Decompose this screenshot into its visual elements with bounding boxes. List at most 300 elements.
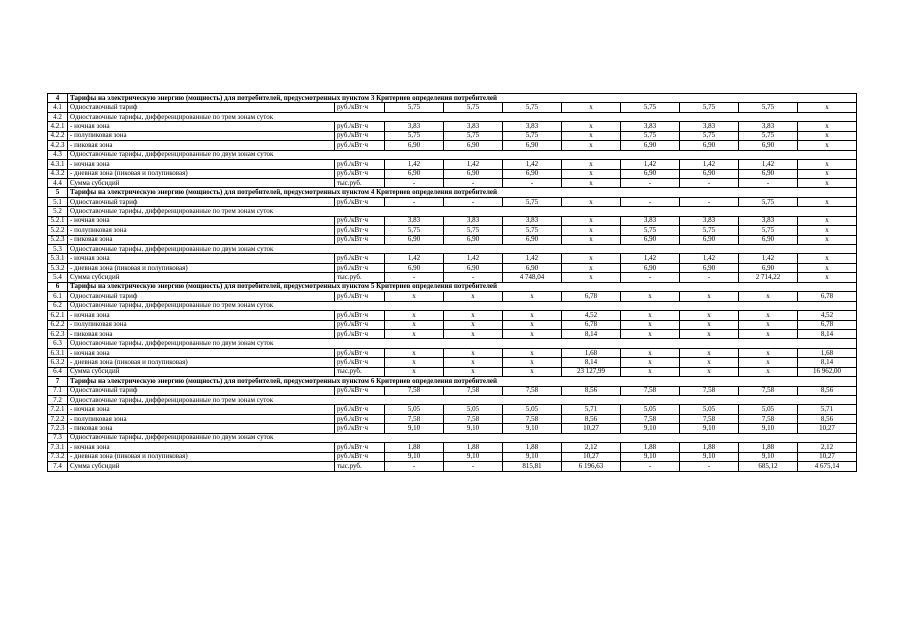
row-number: 7.3 [48,433,68,442]
table-row [48,160,857,169]
value-cell: x [739,329,798,338]
table-row [48,424,857,433]
value-cell: - [621,462,680,471]
value-cell: 1,42 [621,254,680,263]
value-cell: 7,58 [621,386,680,395]
value-cell: 7,58 [680,386,739,395]
value-cell: - [385,197,444,206]
value-cell: x [562,226,621,235]
row-number: 5.1 [48,197,68,206]
row-name: Сумма субсидий [68,462,335,471]
row-unit: руб./кВт·ч [335,263,385,272]
row-number: 4.2 [48,112,68,121]
value-cell: - [739,178,798,187]
value-cell: x [798,216,857,225]
value-cell: - [444,462,503,471]
table-row [48,414,857,423]
value-cell: x [798,254,857,263]
value-cell: 1,88 [385,443,444,452]
value-cell: 5,75 [680,103,739,112]
section-row [48,188,857,197]
row-name: - пиковая зона [68,329,335,338]
value-cell: x [444,329,503,338]
value-cell: 1,42 [444,160,503,169]
value-cell: x [385,367,444,376]
value-cell: 8,56 [798,414,857,423]
table-body [48,94,857,472]
row-unit: тыс.руб. [335,178,385,187]
value-cell: x [562,131,621,140]
value-cell: 2,12 [562,443,621,452]
subsection-title: Одноставочные тарифы, дифференцированные по трем зонам суток [68,301,857,310]
table-row [48,311,857,320]
row-number: 6.2.3 [48,329,68,338]
row-unit: руб./кВт·ч [335,414,385,423]
row-number: 4.2.2 [48,131,68,140]
value-cell: 9,10 [503,424,562,433]
section-title: Тарифы на электрическую энергию (мощность) для потребителей, предусмотренных пунктом 5 Критериев определения потребителей [68,282,857,291]
value-cell: x [385,329,444,338]
subsection-row [48,396,857,405]
value-cell: x [385,292,444,301]
value-cell: x [444,367,503,376]
table-row [48,329,857,338]
value-cell: x [385,311,444,320]
value-cell: 5,75 [621,226,680,235]
value-cell: 5,05 [621,405,680,414]
value-cell: - [444,197,503,206]
table-row [48,348,857,357]
value-cell: x [385,348,444,357]
subsection-row [48,207,857,216]
value-cell: x [680,292,739,301]
value-cell: 6 196,63 [562,462,621,471]
value-cell: x [680,311,739,320]
row-number: 7 [48,377,68,386]
subsection-title: Одноставочные тарифы, дифференцированные по двум зонам суток [68,433,857,442]
value-cell: 6,90 [739,141,798,150]
value-cell: - [621,273,680,282]
value-cell: 9,10 [621,424,680,433]
subsection-row [48,150,857,159]
value-cell: 3,83 [503,122,562,131]
value-cell: x [621,311,680,320]
value-cell: x [503,358,562,367]
value-cell: 1,42 [621,160,680,169]
row-name: - полупиковая зона [68,131,335,140]
row-number: 6.3.2 [48,358,68,367]
value-cell: 6,90 [444,263,503,272]
value-cell: 9,10 [385,452,444,461]
section-title: Тарифы на электрическую энергию (мощность) для потребителей, предусмотренных пунктом 4 Критериев определения потребителей [68,188,857,197]
value-cell: 7,58 [503,414,562,423]
value-cell: 3,83 [385,216,444,225]
subsection-title: Одноставочные тарифы, дифференцированные по трем зонам суток [68,112,857,121]
row-unit: тыс.руб. [335,367,385,376]
row-number: 4.2.3 [48,141,68,150]
row-number: 4.3.2 [48,169,68,178]
row-unit: руб./кВт·ч [335,452,385,461]
value-cell: x [798,178,857,187]
value-cell: 5,75 [444,131,503,140]
value-cell: x [621,320,680,329]
value-cell: 4,52 [798,311,857,320]
table-row [48,386,857,395]
value-cell: 1,42 [739,254,798,263]
value-cell: x [562,235,621,244]
value-cell: 4 748,04 [503,273,562,282]
row-number: 4.1 [48,103,68,112]
value-cell: 9,10 [680,424,739,433]
value-cell: x [562,178,621,187]
value-cell: x [503,367,562,376]
row-name: - полупиковая зона [68,320,335,329]
value-cell: 5,75 [739,131,798,140]
row-number: 7.3.1 [48,443,68,452]
row-unit: руб./кВт·ч [335,216,385,225]
value-cell: - [680,462,739,471]
table-row [48,405,857,414]
value-cell: 7,58 [680,414,739,423]
value-cell: 1,42 [503,254,562,263]
value-cell: 7,58 [739,386,798,395]
row-unit: руб./кВт·ч [335,292,385,301]
row-name: Одноставочный тариф [68,197,335,206]
value-cell: 3,83 [621,122,680,131]
row-name: - ночная зона [68,160,335,169]
row-name: - ночная зона [68,311,335,320]
value-cell: 5,05 [739,405,798,414]
section-row [48,94,857,103]
row-unit: руб./кВт·ч [335,160,385,169]
row-number: 6.4 [48,367,68,376]
value-cell: 3,83 [739,122,798,131]
value-cell: 6,90 [503,263,562,272]
value-cell: x [680,320,739,329]
value-cell: x [503,320,562,329]
value-cell: 8,14 [798,329,857,338]
value-cell: 6,90 [680,141,739,150]
value-cell: x [385,358,444,367]
value-cell: x [798,122,857,131]
value-cell: x [680,367,739,376]
value-cell: 10,27 [798,424,857,433]
table-row [48,178,857,187]
value-cell: 6,78 [562,320,621,329]
value-cell: x [798,226,857,235]
value-cell: x [562,216,621,225]
value-cell: 7,58 [444,414,503,423]
value-cell: 3,83 [444,216,503,225]
value-cell: 8,56 [562,414,621,423]
value-cell: 6,90 [444,235,503,244]
table-row [48,292,857,301]
value-cell: 5,05 [385,405,444,414]
row-number: 7.2 [48,396,68,405]
value-cell: 5,75 [385,226,444,235]
value-cell: x [739,320,798,329]
row-number: 4.2.1 [48,122,68,131]
row-name: Сумма субсидий [68,178,335,187]
value-cell: 6,78 [798,292,857,301]
value-cell: 1,42 [739,160,798,169]
row-name: Сумма субсидий [68,273,335,282]
table-row [48,273,857,282]
value-cell: 6,90 [739,235,798,244]
value-cell: x [562,169,621,178]
value-cell: 6,90 [680,263,739,272]
value-cell: 9,10 [444,424,503,433]
row-unit: руб./кВт·ч [335,235,385,244]
value-cell: 3,83 [385,122,444,131]
value-cell: 6,78 [798,320,857,329]
value-cell: x [739,311,798,320]
value-cell: x [562,197,621,206]
value-cell: 1,88 [739,443,798,452]
value-cell: x [444,348,503,357]
value-cell: x [798,169,857,178]
value-cell: 5,75 [739,226,798,235]
value-cell: 23 127,99 [562,367,621,376]
value-cell: 6,90 [444,141,503,150]
row-name: - пиковая зона [68,141,335,150]
row-unit: руб./кВт·ч [335,131,385,140]
value-cell: x [798,103,857,112]
value-cell: - [444,273,503,282]
row-unit: руб./кВт·ч [335,348,385,357]
value-cell: 1,42 [444,254,503,263]
table-row [48,358,857,367]
row-name: - ночная зона [68,216,335,225]
table-row [48,462,857,471]
row-name: - дневная зона (пиковая и полупиковая) [68,263,335,272]
value-cell: x [562,254,621,263]
value-cell: 815,81 [503,462,562,471]
value-cell: x [562,273,621,282]
row-unit: руб./кВт·ч [335,358,385,367]
value-cell: x [680,329,739,338]
value-cell: x [444,311,503,320]
value-cell: x [621,292,680,301]
value-cell: x [798,197,857,206]
value-cell: 2 714,22 [739,273,798,282]
row-unit: руб./кВт·ч [335,311,385,320]
value-cell: 5,75 [739,103,798,112]
value-cell: - [621,197,680,206]
subsection-title: Одноставочные тарифы, дифференцированные по двум зонам суток [68,245,857,254]
value-cell: x [680,358,739,367]
value-cell: 3,83 [680,216,739,225]
row-name: - ночная зона [68,443,335,452]
value-cell: - [621,178,680,187]
table-row [48,216,857,225]
row-number: 6.3 [48,339,68,348]
row-number: 4.3 [48,150,68,159]
subsection-row [48,301,857,310]
row-number: 5.2 [48,207,68,216]
row-name: Одноставочный тариф [68,103,335,112]
value-cell: 8,56 [798,386,857,395]
row-unit: руб./кВт·ч [335,254,385,263]
value-cell: x [444,320,503,329]
value-cell: 7,58 [739,414,798,423]
value-cell: 1,88 [444,443,503,452]
table-row [48,169,857,178]
value-cell: 3,83 [739,216,798,225]
value-cell: 5,75 [680,226,739,235]
value-cell: x [503,329,562,338]
value-cell: 5,71 [798,405,857,414]
value-cell: 7,58 [385,414,444,423]
value-cell: 5,75 [444,226,503,235]
value-cell: 6,90 [385,263,444,272]
section-title: Тарифы на электрическую энергию (мощность) для потребителей, предусмотренных пунктом 3 Критериев определения потребителей [68,94,857,103]
value-cell: x [739,292,798,301]
row-number: 6.2.2 [48,320,68,329]
value-cell: 5,75 [739,197,798,206]
value-cell: 16 962,00 [798,367,857,376]
value-cell: 10,27 [798,452,857,461]
section-title: Тарифы на электрическую энергию (мощность) для потребителей, предусмотренных пунктом 6 Критериев определения потребителей [68,377,857,386]
value-cell: 1,88 [621,443,680,452]
value-cell: 5,75 [385,131,444,140]
value-cell: 4,52 [562,311,621,320]
value-cell: 6,90 [444,169,503,178]
value-cell: 5,05 [680,405,739,414]
row-number: 7.2.3 [48,424,68,433]
value-cell: 6,90 [503,141,562,150]
value-cell: 5,75 [444,103,503,112]
value-cell: 1,42 [385,254,444,263]
value-cell: x [621,329,680,338]
subsection-row [48,245,857,254]
row-number: 5.2.2 [48,226,68,235]
value-cell: x [798,263,857,272]
subsection-title: Одноставочные тарифы, дифференцированные по трем зонам суток [68,207,857,216]
value-cell: 5,75 [621,131,680,140]
value-cell: 1,68 [798,348,857,357]
row-number: 5.2.1 [48,216,68,225]
table-row [48,131,857,140]
value-cell: 3,83 [444,122,503,131]
subsection-title: Одноставочные тарифы, дифференцированные по трем зонам суток [68,396,857,405]
value-cell: 9,10 [444,452,503,461]
table-row [48,254,857,263]
value-cell: x [444,358,503,367]
table-row [48,320,857,329]
value-cell: - [680,197,739,206]
row-number: 6.2.1 [48,311,68,320]
value-cell: 6,90 [385,169,444,178]
value-cell: 5,75 [621,103,680,112]
row-name: - ночная зона [68,348,335,357]
row-number: 5.2.3 [48,235,68,244]
row-name: - ночная зона [68,405,335,414]
row-unit: тыс.руб. [335,273,385,282]
value-cell: x [621,358,680,367]
subsection-row [48,433,857,442]
row-number: 6 [48,282,68,291]
row-number: 5.3 [48,245,68,254]
value-cell: 5,75 [503,197,562,206]
value-cell: x [621,348,680,357]
value-cell: - [385,273,444,282]
value-cell: 9,10 [385,424,444,433]
value-cell: 3,83 [621,216,680,225]
subsection-title: Одноставочные тарифы, дифференцированные по двум зонам суток [68,339,857,348]
value-cell: x [798,131,857,140]
row-name: Одноставочный тариф [68,292,335,301]
table-row [48,443,857,452]
value-cell: 5,05 [503,405,562,414]
row-name: - ночная зона [68,122,335,131]
row-number: 6.2 [48,301,68,310]
value-cell: 7,58 [503,386,562,395]
row-number: 7.2.1 [48,405,68,414]
value-cell: 6,90 [680,169,739,178]
row-number: 6.3.1 [48,348,68,357]
value-cell: - [385,178,444,187]
subsection-title: Одноставочные тарифы, дифференцированные по двум зонам суток [68,150,857,159]
value-cell: 6,90 [739,169,798,178]
row-name: - дневная зона (пиковая и полупиковая) [68,169,335,178]
value-cell: 9,10 [739,452,798,461]
value-cell: 5,75 [385,103,444,112]
row-unit: руб./кВт·ч [335,386,385,395]
value-cell: 5,71 [562,405,621,414]
table-row [48,235,857,244]
value-cell: - [385,462,444,471]
row-number: 4.3.1 [48,160,68,169]
value-cell: 6,90 [621,263,680,272]
row-name: - дневная зона (пиковая и полупиковая) [68,358,335,367]
row-number: 5 [48,188,68,197]
table-row [48,141,857,150]
value-cell: x [562,160,621,169]
subsection-row [48,339,857,348]
value-cell: x [798,141,857,150]
value-cell: - [444,178,503,187]
value-cell: x [444,292,503,301]
value-cell: 6,90 [739,263,798,272]
table-row [48,263,857,272]
row-name: Одноставочный тариф [68,386,335,395]
value-cell: - [680,273,739,282]
value-cell: 1,42 [503,160,562,169]
row-unit: руб./кВт·ч [335,405,385,414]
row-name: - пиковая зона [68,235,335,244]
row-unit: руб./кВт·ч [335,197,385,206]
value-cell: 1,88 [503,443,562,452]
value-cell: x [739,358,798,367]
row-unit: руб./кВт·ч [335,122,385,131]
row-name: - полупиковая зона [68,226,335,235]
row-number: 7.3.2 [48,452,68,461]
value-cell: x [385,320,444,329]
row-unit: руб./кВт·ч [335,141,385,150]
value-cell: - [680,178,739,187]
value-cell: 6,90 [621,169,680,178]
value-cell: 9,10 [739,424,798,433]
value-cell: x [562,103,621,112]
value-cell: x [739,348,798,357]
value-cell: x [562,141,621,150]
value-cell: 1,42 [680,160,739,169]
value-cell: 9,10 [503,452,562,461]
value-cell: 1,42 [385,160,444,169]
row-name: Сумма субсидий [68,367,335,376]
table-row [48,226,857,235]
